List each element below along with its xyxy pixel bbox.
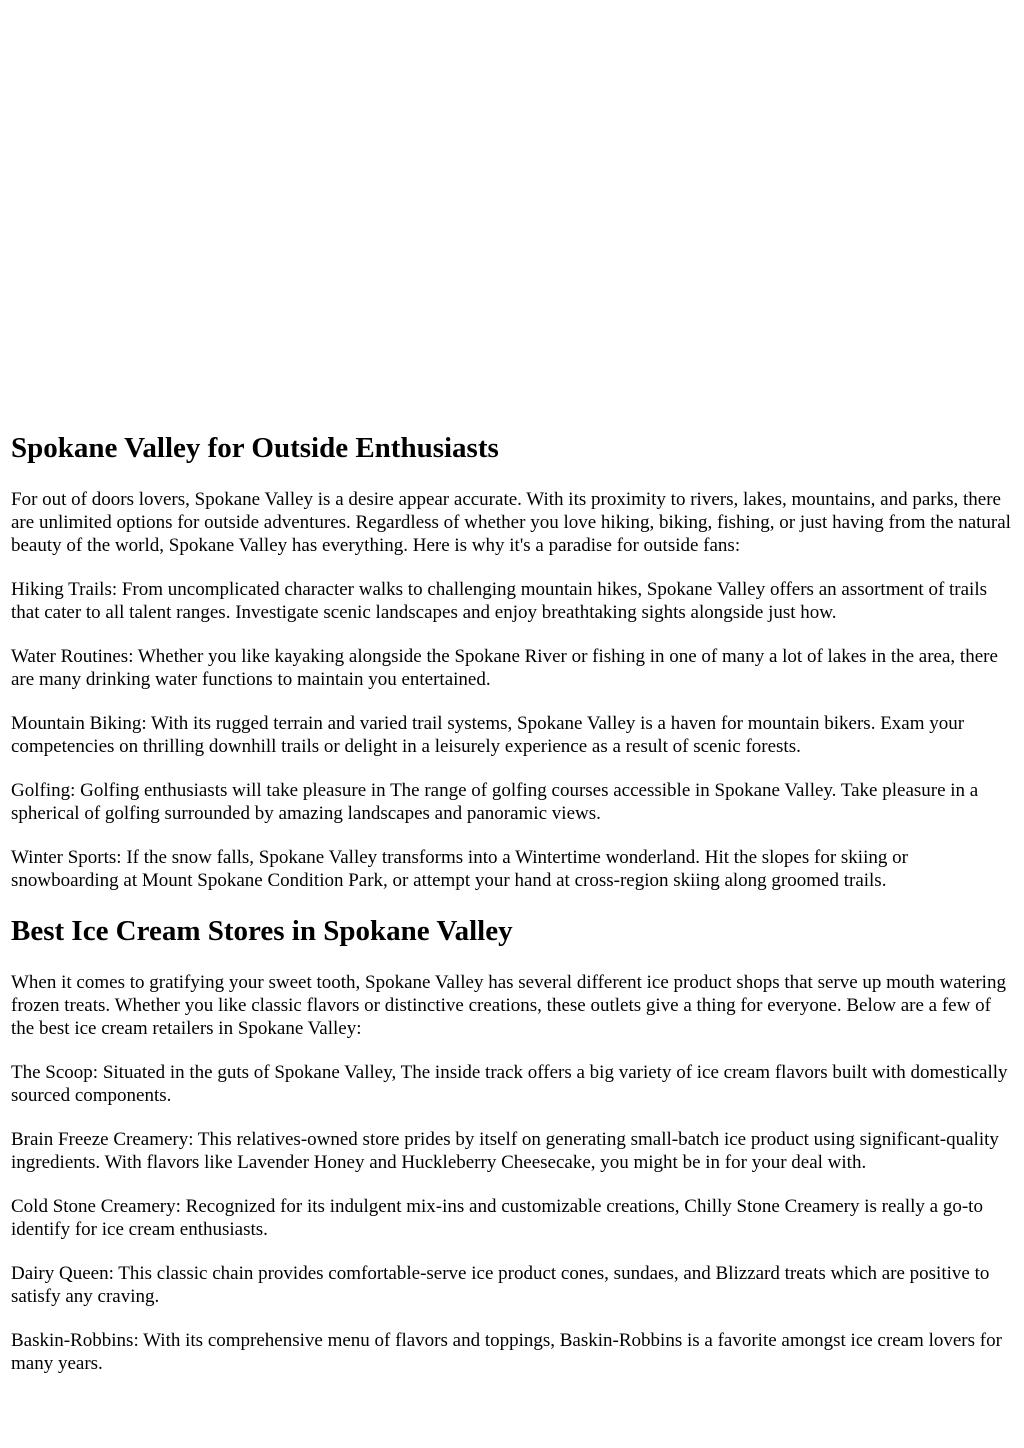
the-scoop-paragraph: The Scoop: Situated in the guts of Spokane Valley, The inside track offers a big variety of ice cream flavors built with domestically sourced components. xyxy=(11,1062,1008,1106)
brain-freeze-paragraph: Brain Freeze Creamery: This relatives-owned store prides by itself on generating small-batch ice product using significant-quality ingredients. With flavors like Lavender Honey and Huckleberry Cheesecake, you might be in for your deal with. xyxy=(11,1129,999,1173)
dairy-queen-paragraph: Dairy Queen: This classic chain provides comfortable-serve ice product cones, sundaes, and Blizzard treats which are positive to satisfy any craving. xyxy=(11,1263,990,1307)
baskin-robbins-paragraph: Baskin-Robbins: With its comprehensive menu of flavors and toppings, Baskin-Robbins is a favorite amongst ice cream lovers for many years. xyxy=(11,1330,1002,1374)
golfing-paragraph: Golfing: Golfing enthusiasts will take pleasure in The range of golfing courses accessible in Spokane Valley. Take pleasure in a spherical of golfing surrounded by amazing landscapes and panoramic views. xyxy=(11,780,979,824)
mountain-biking-paragraph: Mountain Biking: With its rugged terrain and varied trail systems, Spokane Valley is a haven for mountain bikers. Exam your competencies on thrilling downhill trails or delight in a leisurely experience as a result of scenic forests. xyxy=(11,713,965,757)
section-heading: Best Ice Cream Stores in Spokane Valley xyxy=(11,915,513,947)
section-ice-cream-stores xyxy=(11,913,1017,1375)
winter-sports-paragraph: Winter Sports: If the snow falls, Spokane Valley transforms into a Wintertime wonderland. Hit the slopes for skiing or snowboarding at Mount Spokane Condition Park, or attempt your hand at cross-region skiing along groomed trails. xyxy=(11,847,908,891)
water-routines-paragraph: Water Routines: Whether you like kayaking alongside the Spokane River or fishing in one of many a lot of lakes in the area, there are many drinking water functions to maintain you entertained. xyxy=(11,646,998,690)
cold-stone-paragraph: Cold Stone Creamery: Recognized for its indulgent mix-ins and customizable creations, Chilly Stone Creamery is really a go-to identify for ice cream enthusiasts. xyxy=(11,1196,983,1240)
section-outdoor-enthusiasts xyxy=(11,430,1017,892)
intro-paragraph: For out of doors lovers, Spokane Valley is a desire appear accurate. With its proximity to rivers, lakes, mountains, and parks, there are unlimited options for outside adventures. Regardless of whether you love hiking, biking, fishing, or just having from the natural beauty of the world, Spokane Valley has everything. Here is why it's a paradise for outside fans: xyxy=(11,489,1011,556)
article-content xyxy=(11,430,1017,1396)
blank-header-area xyxy=(0,0,1024,425)
section-heading: Spokane Valley for Outside Enthusiasts xyxy=(11,432,499,464)
hiking-trails-paragraph: Hiking Trails: From uncomplicated character walks to challenging mountain hikes, Spokane Valley offers an assortment of trails that cater to all talent ranges. Investigate scenic landscapes and enjoy breathtaking sights alongside just how. xyxy=(11,579,988,623)
intro-paragraph: When it comes to gratifying your sweet tooth, Spokane Valley has several different ice product shops that serve up mouth watering frozen treats. Whether you like classic flavors or distinctive creations, these outlets give a thing for everyone. Below are a few of the best ice cream retailers in Spokane Valley: xyxy=(11,972,1006,1039)
